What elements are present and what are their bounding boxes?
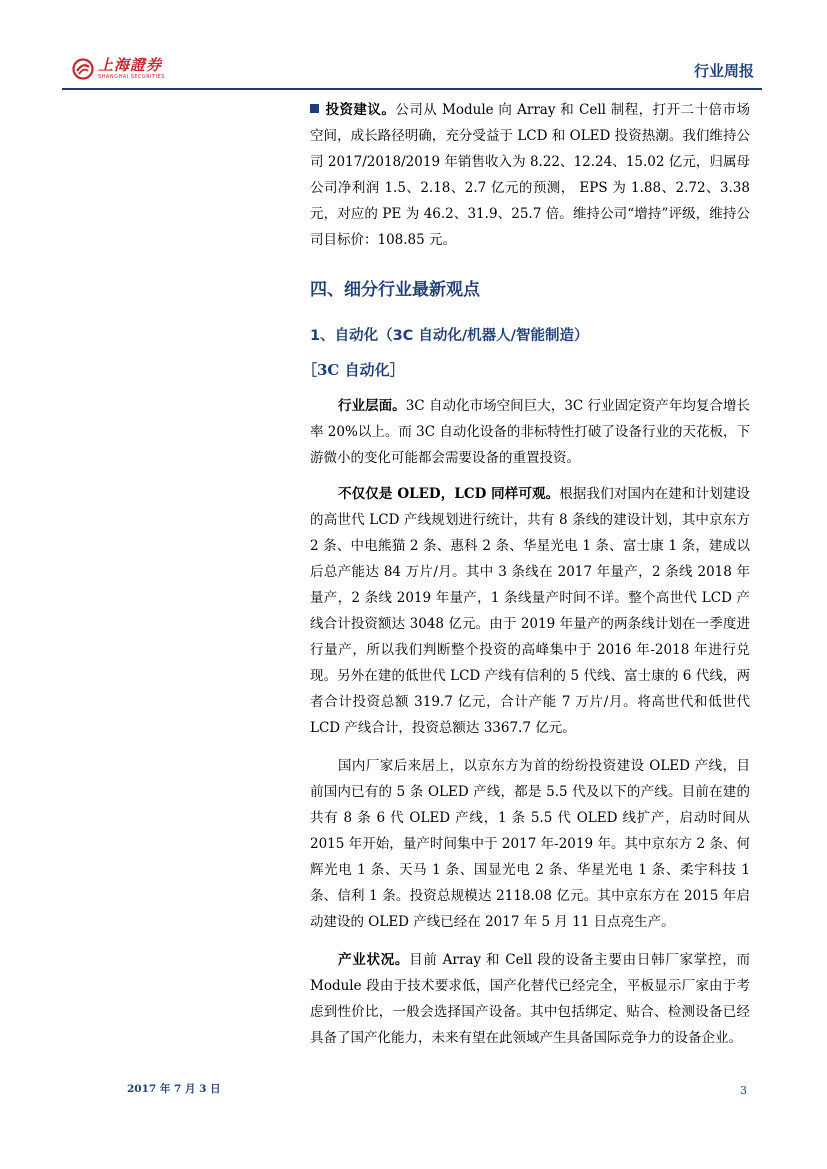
main-content <box>302 97 751 1051</box>
logo-chinese-name: 上海證券 <box>98 56 163 74</box>
header-divider <box>62 88 762 90</box>
industry-status-paragraph <box>310 947 750 1051</box>
logo-english-name: SHANGHAI SECURITIES <box>98 74 166 80</box>
report-type-label: 行业周报 <box>693 62 754 80</box>
subsection-title: 1、自动化（3C 自动化/机器人/智能制造） <box>310 328 589 344</box>
oled-paragraph: 国内厂家后来居上，以京东方为首的纷纷投资建设 OLED 产线，目前国内已有的 5 条 OLED 产线，都是 5.5 代及以下的产线。目前在建的共有 8 条 6 代 OLED 产线，1 条 5.5 代 OLED 线扩产，启动时间从 2015 年开始，量产时间集中于 2017 年-2019 年。其中京东方 2 条、何辉光电 1 条、天马 1 条、国显光电 2 条、华星光电 1 条、柔宇科技 1 条、信利 1 条。投资总规模达 2118.08 亿元。其中京东方在 2015 年启动建设的 OLED 产线已经在 2017 年 5 月 11 日点亮生产。 <box>310 758 750 930</box>
company-logo <box>72 58 165 80</box>
lcd-lead: 不仅仅是 OLED，LCD 同样可观。 <box>338 486 560 502</box>
industry-level-paragraph <box>310 393 750 471</box>
logo-mark-icon <box>72 58 94 80</box>
square-bullet-icon <box>310 104 319 113</box>
lcd-text: 根据我们对国内在建和计划建设的高世代 LCD 产线规划进行统计，共有 8 条线的建设计划，其中京东方 2 条、中电熊猫 2 条、惠科 2 条、华星光电 1 条、富士康 1 条，建成以后总产能达 84 万片/月。其中 3 条线在 2017 年量产，2 条线 2018 年量产，2 条线 2019 年量产，1 条线量产时间不详。整个高世代 LCD 产线合计投资额达 3048 亿元。由于 2019 年量产的两条线计划在一季度进行量产，所以我们判断整个投资的高峰集中于 2016 年-2018 年进行兑现。另外在建的低世代 LCD 产线有信利的 5 代线、富士康的 6 代线，两者合计投资总额 319.7 亿元，合计产能 7 万片/月。将高世代和低世代 LCD 产线合计，投资总额达 3367.7 亿元。 <box>310 486 750 736</box>
section-title: 四、细分行业最新观点 <box>310 280 480 300</box>
industry-status-lead: 产业状况。 <box>338 952 410 968</box>
investment-advice-lead: 投资建议。 <box>325 102 396 118</box>
investment-advice-text: 公司从 Module 向 Array 和 Cell 制程，打开二十倍市场空间，成长路径明确，充分受益于 LCD 和 OLED 投资热潮。我们维持公司 2017/2018/2019 年销售收入为 8.22、12.24、15.02 亿元，归属母公司净利润 1.5、2.18、2.7 亿元的预测， EPS 为 1.88、2.72、3.38 元，对应的 PE 为 46.2、31.9、25.7 倍。维持公司“增持”评级，维持公司目标价：108.85 元。 <box>310 102 750 248</box>
page-number: 3 <box>740 1084 747 1097</box>
lcd-paragraph <box>310 481 750 741</box>
footer-date: 2017 年 7 月 3 日 <box>127 1083 221 1095</box>
page-header <box>62 56 762 96</box>
industry-level-text: 3C 自动化市场空间巨大，3C 行业固定资产年均复合增长率 20%以上。而 3C 自动化设备的非标特性打破了设备行业的天花板，下游微小的变化可能都会需要设备的重置投资。 <box>310 398 751 466</box>
industry-level-lead: 行业层面。 <box>338 398 406 414</box>
industry-status-text: 目前 Array 和 Cell 段的设备主要由日韩厂家掌控，而 Module 段由于技术要求低，国产化替代已经完全，平板显示厂家由于考虑到性价比，一般会选择国产设备。其中包括绑定、贴合、检测设备已经具备了国产化能力，未来有望在此领域产生具备国际竞争力的设备企业。 <box>310 952 751 1046</box>
topic-tag: ［3C 自动化］ <box>302 361 405 379</box>
investment-advice-paragraph <box>310 97 750 253</box>
